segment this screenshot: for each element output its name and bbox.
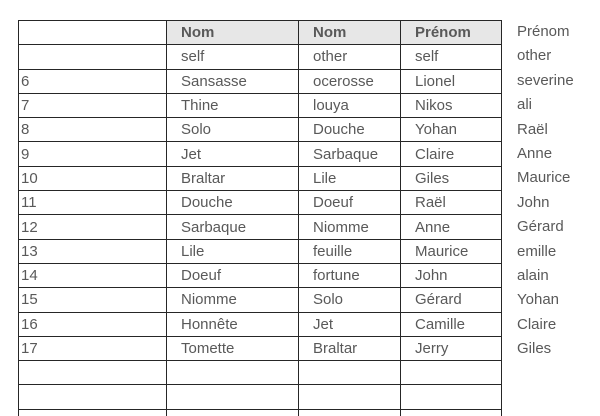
nom-other-cell[interactable]: Douche bbox=[299, 118, 401, 142]
row-number-cell[interactable]: 16 bbox=[19, 312, 167, 336]
nom-other-cell[interactable]: Doeuf bbox=[299, 191, 401, 215]
prenom-other-value: Raël bbox=[517, 120, 548, 138]
nom-self-cell[interactable]: Thine bbox=[167, 93, 299, 117]
prenom-other-value: Maurice bbox=[517, 169, 571, 187]
row-number-cell[interactable]: 9 bbox=[19, 142, 167, 166]
empty-cell[interactable] bbox=[401, 361, 502, 385]
empty-cell[interactable] bbox=[299, 409, 401, 416]
row-number-cell[interactable]: 8 bbox=[19, 118, 167, 142]
prenom-self-cell[interactable]: Gérard bbox=[401, 288, 502, 312]
table-row bbox=[19, 191, 502, 215]
prenom-other-value: alain bbox=[517, 266, 549, 284]
prenom-other-column bbox=[517, 20, 600, 361]
header-cell-prenom-self[interactable]: Prénom bbox=[401, 21, 502, 45]
table-row bbox=[19, 166, 502, 190]
nom-other-cell[interactable]: Sarbaque bbox=[299, 142, 401, 166]
prenom-other-value: Gérard bbox=[517, 218, 564, 236]
empty-cell[interactable] bbox=[299, 361, 401, 385]
table-row bbox=[19, 118, 502, 142]
prenom-other-value: Claire bbox=[517, 315, 557, 333]
subheader-cell-nom-self[interactable]: self bbox=[167, 45, 299, 69]
prenom-self-cell[interactable]: John bbox=[401, 263, 502, 287]
outside-header: Prénom bbox=[517, 23, 570, 40]
prenom-other-value: Giles bbox=[517, 340, 552, 358]
prenom-other-value: John bbox=[517, 193, 550, 211]
nom-self-cell[interactable]: Jet bbox=[167, 142, 299, 166]
empty-table-row bbox=[19, 385, 502, 409]
prenom-self-cell[interactable]: Camille bbox=[401, 312, 502, 336]
empty-cell[interactable] bbox=[167, 385, 299, 409]
names-table bbox=[18, 20, 502, 416]
table-row bbox=[19, 69, 502, 93]
row-number-cell[interactable]: 13 bbox=[19, 239, 167, 263]
nom-self-cell[interactable]: Solo bbox=[167, 118, 299, 142]
nom-self-cell[interactable]: Honnête bbox=[167, 312, 299, 336]
header-cell-nom-self[interactable]: Nom bbox=[167, 21, 299, 45]
empty-cell[interactable] bbox=[19, 385, 167, 409]
nom-self-cell[interactable]: Tomette bbox=[167, 336, 299, 360]
empty-table-row bbox=[19, 361, 502, 385]
row-number-cell[interactable]: 14 bbox=[19, 263, 167, 287]
row-number-cell[interactable]: 10 bbox=[19, 166, 167, 190]
nom-self-cell[interactable]: Doeuf bbox=[167, 263, 299, 287]
empty-cell[interactable] bbox=[401, 385, 502, 409]
outside-subheader: other bbox=[517, 47, 552, 65]
nom-self-cell[interactable]: Braltar bbox=[167, 166, 299, 190]
nom-other-cell[interactable]: Niomme bbox=[299, 215, 401, 239]
nom-other-cell[interactable]: Braltar bbox=[299, 336, 401, 360]
table-subheader-row bbox=[19, 45, 502, 69]
subheader-cell-nom-other[interactable]: other bbox=[299, 45, 401, 69]
empty-table-row bbox=[19, 409, 502, 416]
prenom-self-cell[interactable]: Anne bbox=[401, 215, 502, 239]
row-number-cell[interactable]: 11 bbox=[19, 191, 167, 215]
table-row bbox=[19, 142, 502, 166]
empty-cell[interactable] bbox=[167, 361, 299, 385]
row-number-cell[interactable]: 6 bbox=[19, 69, 167, 93]
header-cell-nom-other[interactable]: Nom bbox=[299, 21, 401, 45]
subheader-cell-prenom-self[interactable]: self bbox=[401, 45, 502, 69]
table-row bbox=[19, 312, 502, 336]
nom-other-cell[interactable]: Solo bbox=[299, 288, 401, 312]
nom-self-cell[interactable]: Sansasse bbox=[167, 69, 299, 93]
empty-cell[interactable] bbox=[167, 409, 299, 416]
nom-self-cell[interactable]: Douche bbox=[167, 191, 299, 215]
prenom-other-value: emille bbox=[517, 242, 557, 260]
prenom-other-value: ali bbox=[517, 96, 533, 114]
prenom-self-cell[interactable]: Nikos bbox=[401, 93, 502, 117]
nom-self-cell[interactable]: Sarbaque bbox=[167, 215, 299, 239]
empty-cell[interactable] bbox=[19, 409, 167, 416]
prenom-self-cell[interactable]: Lionel bbox=[401, 69, 502, 93]
nom-other-cell[interactable]: feuille bbox=[299, 239, 401, 263]
prenom-other-value: severine bbox=[517, 71, 574, 89]
nom-other-cell[interactable]: louya bbox=[299, 93, 401, 117]
prenom-self-cell[interactable]: Jerry bbox=[401, 336, 502, 360]
prenom-other-value: Yohan bbox=[517, 291, 559, 309]
prenom-self-cell[interactable]: Raël bbox=[401, 191, 502, 215]
prenom-other-value: Anne bbox=[517, 144, 553, 162]
table-row bbox=[19, 336, 502, 360]
nom-other-cell[interactable]: ocerosse bbox=[299, 69, 401, 93]
empty-cell[interactable] bbox=[401, 409, 502, 416]
nom-self-cell[interactable]: Niomme bbox=[167, 288, 299, 312]
table-row bbox=[19, 239, 502, 263]
prenom-self-cell[interactable]: Yohan bbox=[401, 118, 502, 142]
empty-cell[interactable] bbox=[299, 385, 401, 409]
subheader-cell-number[interactable] bbox=[19, 45, 167, 69]
row-number-cell[interactable]: 7 bbox=[19, 93, 167, 117]
nom-other-cell[interactable]: fortune bbox=[299, 263, 401, 287]
table-row bbox=[19, 263, 502, 287]
table-row bbox=[19, 93, 502, 117]
row-number-cell[interactable]: 12 bbox=[19, 215, 167, 239]
header-cell-number[interactable] bbox=[19, 21, 167, 45]
prenom-self-cell[interactable]: Giles bbox=[401, 166, 502, 190]
nom-other-cell[interactable]: Jet bbox=[299, 312, 401, 336]
nom-self-cell[interactable]: Lile bbox=[167, 239, 299, 263]
prenom-self-cell[interactable]: Claire bbox=[401, 142, 502, 166]
nom-other-cell[interactable]: Lile bbox=[299, 166, 401, 190]
table-row bbox=[19, 215, 502, 239]
table-row bbox=[19, 288, 502, 312]
empty-cell[interactable] bbox=[19, 361, 167, 385]
prenom-self-cell[interactable]: Maurice bbox=[401, 239, 502, 263]
row-number-cell[interactable]: 17 bbox=[19, 336, 167, 360]
table-header-row bbox=[19, 21, 502, 45]
row-number-cell[interactable]: 15 bbox=[19, 288, 167, 312]
